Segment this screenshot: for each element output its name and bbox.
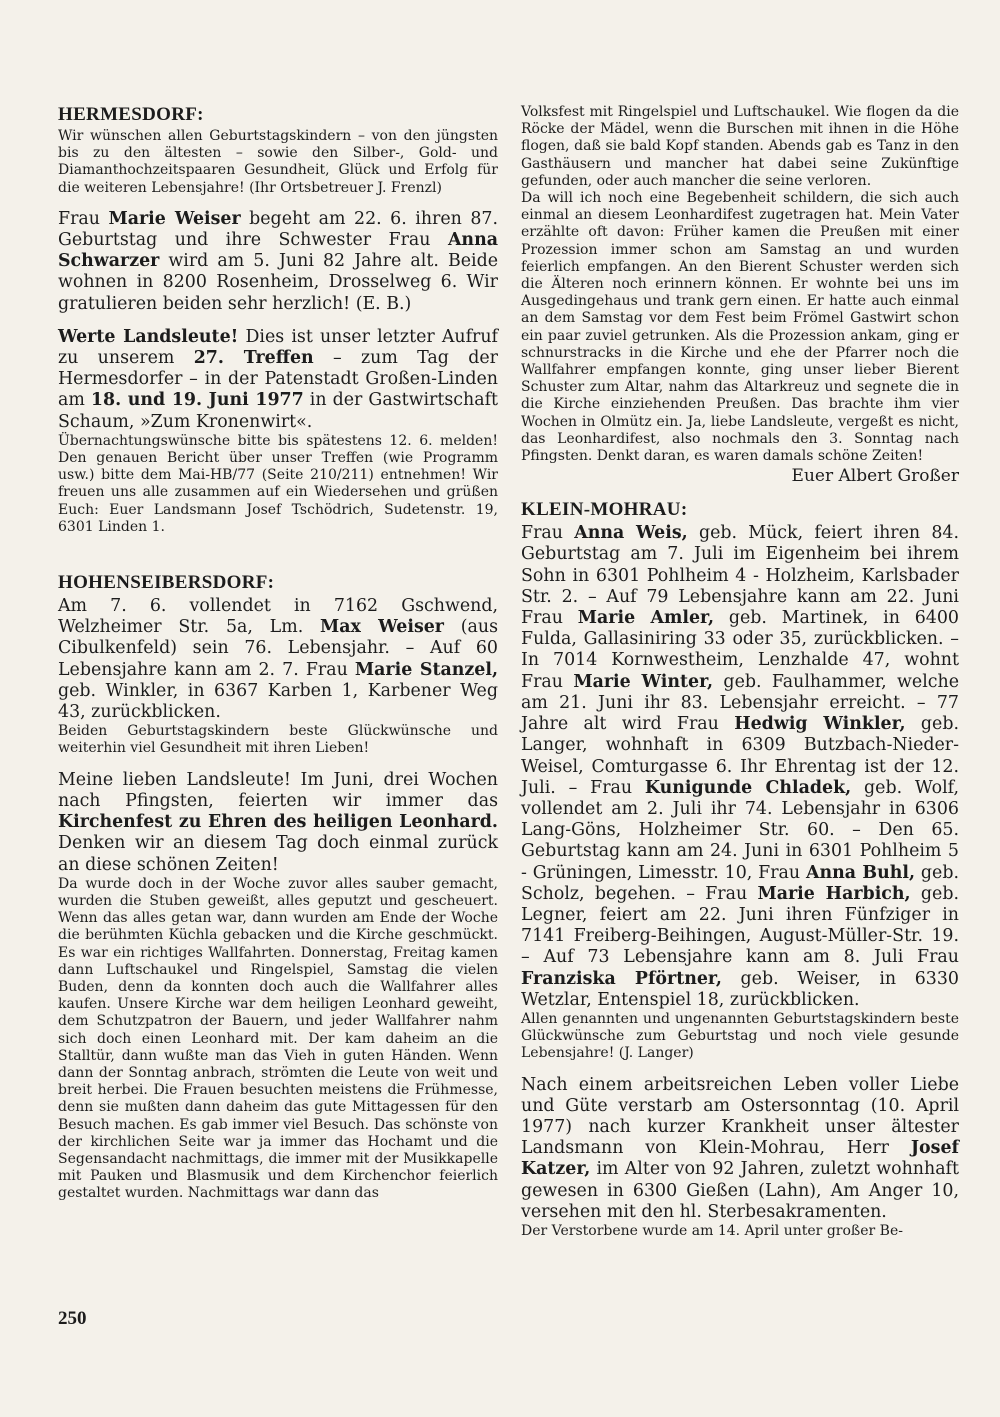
heading-hohenseibersdorf: HOHENSEIBERSDORF: — [58, 572, 275, 594]
right-column — [521, 104, 959, 1240]
klein-mohrau-wishes: Allen genannten und ungenannten Geburtstagskindern beste Glückwünsche zum Geburtstag und noch viele gesunde Lebensjahre! (J. Langer) — [521, 1010, 959, 1062]
left-column — [58, 104, 498, 1203]
klein-mohrau-obituary: Nach einem arbeitsreichen Leben voller Liebe und Güte verstarb am Ostersonntag (10. April 1977) nach kurzer Krankheit unser ältester Landsmann von Klein-Mohrau, Herr Josef Katzer, im Alter von 92 Jahren, zuletzt wohnhaft gewesen in 6300 Gießen (Lahn), Am Anger 10, versehen mit den hl. Sterbesakramenten. — [521, 1074, 959, 1222]
hermesdorf-intro: Wir wünschen allen Geburtstagskindern – von den jüngsten bis zu den ältesten – sowie den Silber-, Gold- und Diamanthochzeitspaaren Gesundheit, Glück und Erfolg für die weiteren Lebensjahre! (Ihr Ortsbetreuer J. Frenzl) — [58, 128, 498, 196]
hermesdorf-weiser-birthday: Frau Marie Weiser begeht am 22. 6. ihren 87. Geburtstag und ihre Schwester Frau Anna Schwarzer wird am 5. Juni 82 Jahre alt. Beide wohnen in 8200 Rosenheim, Drosselweg 6. Wir gratulieren beiden sehr herzlich! (E. B.) — [58, 208, 498, 314]
page-number: 250 — [58, 1308, 87, 1329]
leonhard-story-right-1: Volksfest mit Ringelspiel und Luftschaukel. Wie flogen da die Röcke der Mädel, wenn die Burschen mit ihnen in die Höhe flogen, daß sie bald Kopf standen. Abends gab es Tanz in den Gasthäusern und mancher hat dabei seine Zukünftige gefunden, oder auch mancher die seine verloren. — [521, 104, 959, 189]
signature: Euer Albert Großer — [791, 466, 959, 487]
leonhard-intro: Meine lieben Landsleute! Im Juni, drei Wochen nach Pfingsten, feierten wir immer das Kirchenfest zu Ehren des heiligen Leonhard. Denken wir an diesem Tag doch einmal zurück an diese schönen Zeiten! — [58, 769, 498, 875]
hohenseibersdorf-birthdays: Am 7. 6. vollendet in 7162 Gschwend, Welzheimer Str. 5a, Lm. Max Weiser (aus Cibulkenfeld) sein 76. Lebensjahr. – Auf 60 Lebensjahre kann am 2. 7. Frau Marie Stanzel, geb. Winkler, in 6367 Karben 1, Karbener Weg 43, zurückblicken. — [58, 596, 498, 723]
heading-hermesdorf: HERMESDORF: — [58, 104, 204, 125]
heading-klein-mohrau: KLEIN-MOHRAU: — [521, 499, 688, 521]
klein-mohrau-burial: Der Verstorbene wurde am 14. April unter großer Be- — [521, 1222, 903, 1239]
hohenseibersdorf-wishes: Beiden Geburtstagskindern beste Glückwünsche und weiterhin viel Gesundheit mit ihren Lieben! — [58, 723, 498, 757]
klein-mohrau-birthdays: Frau Anna Weis, geb. Mück, feiert ihren 84. Geburtstag am 7. Juli im Eigenheim bei ihrem Sohn in 6301 Pohlheim 4 - Holzheim, Karlsbader Str. 2. – Auf 79 Lebensjahre kann am 22. Juni Frau Marie Amler, geb. Martinek, in 6400 Fulda, Gallasiniring 33 oder 35, zurückblicken. – In 7014 Kornwestheim, Lenzhalde 47, wohnt Frau Marie Winter, geb. Faulhammer, welche am 21. Juni ihr 83. Lebensjahr erreicht. – 77 Jahre alt wird Frau Hedwig Winkler, geb. Langer, wohnhaft in 6309 Butzbach-Nieder-Weisel, Comturgasse 6. Ihr Ehrentag ist der 12. Juli. – Frau Kunigunde Chladek, geb. Wolf, vollendet am 2. Juli ihr 74. Lebensjahr in 6306 Lang-Göns, Holzheimer Str. 60. – Den 65. Geburtstag kann am 24. Juni in 6301 Pohlheim 5 - Grüningen, Limesstr. 10, Frau Anna Buhl, geb. Scholz, begehen. – Frau Marie Harbich, geb. Legner, feiert am 22. Juni ihren Fünfziger in 7141 Freiberg-Beihingen, August-Müller-Str. 19. – Auf 73 Lebensjahre kann am 8. Juli Frau Franziska Pförtner, geb. Weiser, in 6330 Wetzlar, Entenspiel 18, zurückblicken. — [521, 523, 959, 1010]
hermesdorf-meeting-call: Werte Landsleute! Dies ist unser letzter Aufruf zu unserem 27. Treffen – zum Tag der Hermesdorfer – in der Patenstadt Großen-Linden am 18. und 19. Juni 1977 in der Gastwirtschaft Schaum, »Zum Kronenwirt«. — [58, 326, 499, 432]
hermesdorf-overnight-note: Übernachtungswünsche bitte bis spätestens 12. 6. melden! Den genauen Bericht über unser Treffen (wie Programm usw.) bitte dem Mai-HB/77 (Seite 210/211) entnehmen! Wir freuen uns alle zusammen auf ein Wiedersehen und grüßen Euch: Euer Landsmann Josef Tschödrich, Sudetenstr. 19, 6301 Linden 1. — [58, 432, 498, 535]
leonhard-story-right-2: Da will ich noch eine Begebenheit schildern, die sich auch einmal an diesem Leonhardifest zugetragen hat. Mein Vater erzählte oft davon: Früher kamen die Preußen mit einer Prozession immer schon am Samstag an und wurden feierlich empfangen. An den Bierent Schuster werden sich die Älteren noch erinnern können. Er wohnte bei uns im Ausgedingehaus und trank gern einen. Er hatte auch einmal an dem Samstag vor dem Fest beim Frömel Gastwirt schon ein paar zuviel getrunken. Als die Prozession ankam, ging er schnurstracks in die Kirche und ehe der Pfarrer noch die Wallfahrer empfangen konnte, ging unser lieber Bierent Schuster zum Altar, nahm das Altarkreuz und segnete die in die Kirche einziehenden Preußen. Das brachte ihm vier Wochen in Olmütz ein. Ja, liebe Landsleute, vergeßt es nicht, das Leonhardifest, also nochmals den 3. Sonntag nach Pfingsten. Denkt daran, es waren damals schöne Zeiten! — [521, 190, 959, 465]
leonhard-story-left: Da wurde doch in der Woche zuvor alles sauber gemacht, wurden die Stuben geweißt, alles geputzt und gescheuert. Wenn das alles getan war, dann wurden am Ende der Woche die berühmten Küchla gebacken und die Kirche geschmückt. Es war ein richtiges Wallfahrten. Donnerstag, Freitag kamen dann Luftschaukel und Ringelspiel, Samstag die vielen Buden, denn da konnten doch auch die Wallfahrer alles kaufen. Unsere Kirche war dem heiligen Leonhard geweiht, dem Schutzpatron der Bauern, und jeder Wallfahrer nahm sich doch einen Leonhard mit. Der kam daheim an die Stalltür, dann wußte man das Vieh in guten Händen. Wenn dann der Sonntag anbrach, strömten die Leute von weit und breit herbei. Die Frauen besuchten meistens die Frühmesse, denn sie mußten dann daheim das gute Mittagessen für den Besuch machen. Es gab immer viel Besuch. Das schönste von der kirchlichen Seite war ja immer das Hochamt und die Segensandacht nachmittags, die immer mit der Musikkapelle mit Pauken und Blasmusik und dem Kirchenchor feierlich gestaltet wurden. Nachmittags war dann das — [58, 875, 498, 1202]
